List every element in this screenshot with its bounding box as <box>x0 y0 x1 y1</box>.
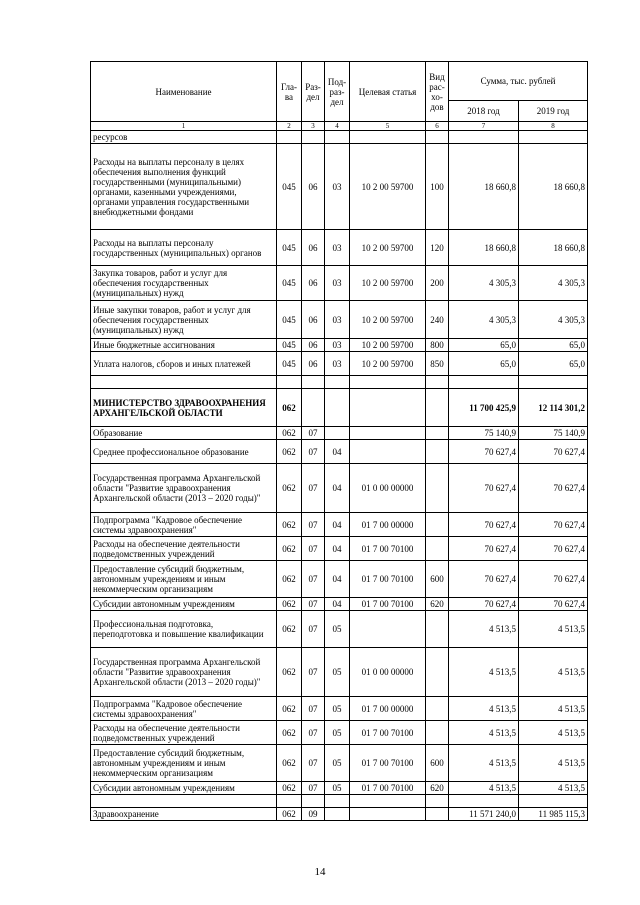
cell-expense-type: 200 <box>426 266 449 301</box>
cell-sum-2019: 4 305,3 <box>519 301 588 339</box>
cell-expense-type: 600 <box>426 561 449 598</box>
cell-chapter <box>277 795 302 808</box>
cell-sum-2019: 4 513,5 <box>519 697 588 721</box>
cell-section: 07 <box>302 697 325 721</box>
cell-chapter: 062 <box>277 513 302 537</box>
cell-name: Расходы на выплаты персоналу государственных (муниципальных) органов <box>91 230 277 266</box>
cell-target-article <box>350 389 426 427</box>
header-sum: Сумма, тыс. рублей <box>449 62 588 101</box>
cell-section: 06 <box>302 144 325 230</box>
cell-sum-2019: 70 627,4 <box>519 598 588 611</box>
cell-expense-type: 120 <box>426 230 449 266</box>
cell-target-article: 10 2 00 59700 <box>350 266 426 301</box>
cell-section: 06 <box>302 352 325 376</box>
cell-section <box>302 389 325 427</box>
cell-chapter: 062 <box>277 648 302 697</box>
table-row <box>91 144 588 230</box>
header-target-article: Целевая статья <box>350 62 426 122</box>
cell-target-article: 10 2 00 59700 <box>350 339 426 352</box>
cell-sum-2019: 70 627,4 <box>519 464 588 513</box>
cell-chapter: 062 <box>277 561 302 598</box>
header-row <box>91 62 588 101</box>
cell-name: Субсидии автономным учреждениям <box>91 782 277 795</box>
cell-sum-2018: 4 513,5 <box>449 745 519 782</box>
cell-target-article: 01 7 00 70100 <box>350 782 426 795</box>
cell-sum-2018: 4 513,5 <box>449 721 519 745</box>
cell-target-article: 01 7 00 00000 <box>350 513 426 537</box>
cell-expense-type <box>426 795 449 808</box>
cell-subsection: 04 <box>325 598 350 611</box>
cell-sum-2018: 4 305,3 <box>449 301 519 339</box>
cell-chapter <box>277 376 302 389</box>
cell-chapter: 062 <box>277 611 302 648</box>
table-row <box>91 537 588 561</box>
cell-chapter: 045 <box>277 230 302 266</box>
header-year-2019: 2019 год <box>519 101 588 122</box>
cell-name: Государственная программа Архангельской области "Развитие здравоохранения Архангельской области (2013 – 2020 годы)" <box>91 648 277 697</box>
cell-chapter: 062 <box>277 697 302 721</box>
cell-subsection <box>325 808 350 821</box>
table-row <box>91 440 588 464</box>
cell-sum-2018: 70 627,4 <box>449 464 519 513</box>
cell-section <box>302 795 325 808</box>
cell-expense-type: 620 <box>426 782 449 795</box>
cell-name <box>91 795 277 808</box>
cell-sum-2019: 4 513,5 <box>519 782 588 795</box>
table-row <box>91 598 588 611</box>
header-chapter: Гла-ва <box>277 62 302 122</box>
cell-expense-type <box>426 611 449 648</box>
table-row <box>91 513 588 537</box>
cell-section: 07 <box>302 513 325 537</box>
cell-sum-2018: 11 700 425,9 <box>449 389 519 427</box>
cell-target-article: 01 7 00 00000 <box>350 697 426 721</box>
table-row <box>91 427 588 440</box>
header-expense-type: Вид рас-хо-дов <box>426 62 449 122</box>
cell-subsection: 05 <box>325 782 350 795</box>
cell-chapter: 062 <box>277 389 302 427</box>
cell-target-article: 10 2 00 59700 <box>350 352 426 376</box>
cell-expense-type <box>426 131 449 144</box>
cell-name: Предоставление субсидий бюджетным, автономным учреждениям и иным некоммерческим организациям <box>91 561 277 598</box>
table-row <box>91 721 588 745</box>
header-subsection: Под-раз-дел <box>325 62 350 122</box>
cell-name: МИНИСТЕРСТВО ЗДРАВООХРАНЕНИЯ АРХАНГЕЛЬСКОЙ ОБЛАСТИ <box>91 389 277 427</box>
budget-table <box>90 61 588 821</box>
cell-name: Предоставление субсидий бюджетным, автономным учреждениям и иным некоммерческим организациям <box>91 745 277 782</box>
cell-name: Государственная программа Архангельской области "Развитие здравоохранения Архангельской области (2013 – 2020 годы)" <box>91 464 277 513</box>
cell-sum-2019: 65,0 <box>519 339 588 352</box>
cell-chapter: 062 <box>277 598 302 611</box>
cell-sum-2018: 70 627,4 <box>449 598 519 611</box>
cell-section: 07 <box>302 561 325 598</box>
table-row <box>91 389 588 427</box>
table-row <box>91 339 588 352</box>
header-section: Раз-дел <box>302 62 325 122</box>
cell-sum-2018 <box>449 376 519 389</box>
cell-sum-2019: 70 627,4 <box>519 561 588 598</box>
cell-name: Профессиональная подготовка, переподготовка и повышение квалификации <box>91 611 277 648</box>
cell-expense-type: 100 <box>426 144 449 230</box>
cell-sum-2019 <box>519 131 588 144</box>
table-row <box>91 230 588 266</box>
table-row <box>91 745 588 782</box>
cell-chapter: 062 <box>277 464 302 513</box>
cell-section: 07 <box>302 721 325 745</box>
cell-sum-2018: 75 140,9 <box>449 427 519 440</box>
cell-sum-2018: 70 627,4 <box>449 537 519 561</box>
cell-expense-type <box>426 427 449 440</box>
cell-subsection: 04 <box>325 464 350 513</box>
cell-subsection: 03 <box>325 266 350 301</box>
cell-sum-2018: 65,0 <box>449 352 519 376</box>
cell-chapter: 062 <box>277 782 302 795</box>
cell-section: 07 <box>302 782 325 795</box>
cell-sum-2018: 70 627,4 <box>449 513 519 537</box>
cell-chapter <box>277 131 302 144</box>
table-body <box>91 131 588 821</box>
cell-name: Здравоохранение <box>91 808 277 821</box>
cell-sum-2018: 18 660,8 <box>449 144 519 230</box>
cell-name: Образование <box>91 427 277 440</box>
cell-subsection: 04 <box>325 513 350 537</box>
cell-target-article: 01 7 00 70100 <box>350 721 426 745</box>
column-number: 7 <box>449 122 519 131</box>
cell-expense-type <box>426 648 449 697</box>
column-number: 6 <box>426 122 449 131</box>
table-row <box>91 795 588 808</box>
column-number: 3 <box>302 122 325 131</box>
table-row <box>91 782 588 795</box>
cell-section <box>302 376 325 389</box>
column-number: 1 <box>91 122 277 131</box>
cell-expense-type <box>426 808 449 821</box>
cell-sum-2018: 11 571 240,0 <box>449 808 519 821</box>
table-row <box>91 697 588 721</box>
cell-section: 06 <box>302 266 325 301</box>
table-row <box>91 561 588 598</box>
cell-target-article: 10 2 00 59700 <box>350 144 426 230</box>
cell-expense-type: 850 <box>426 352 449 376</box>
cell-subsection: 03 <box>325 339 350 352</box>
cell-target-article: 01 0 00 00000 <box>350 648 426 697</box>
cell-section: 07 <box>302 537 325 561</box>
cell-sum-2018: 4 513,5 <box>449 648 519 697</box>
cell-sum-2019: 11 985 115,3 <box>519 808 588 821</box>
cell-sum-2019: 70 627,4 <box>519 513 588 537</box>
cell-sum-2019: 4 513,5 <box>519 648 588 697</box>
cell-chapter: 045 <box>277 266 302 301</box>
cell-subsection: 04 <box>325 537 350 561</box>
cell-sum-2018: 4 513,5 <box>449 782 519 795</box>
cell-subsection <box>325 427 350 440</box>
cell-sum-2018: 4 305,3 <box>449 266 519 301</box>
cell-subsection: 03 <box>325 230 350 266</box>
page-number: 14 <box>314 866 326 878</box>
cell-section: 07 <box>302 464 325 513</box>
cell-target-article: 01 0 00 00000 <box>350 464 426 513</box>
cell-section: 07 <box>302 745 325 782</box>
cell-chapter: 045 <box>277 301 302 339</box>
cell-expense-type <box>426 389 449 427</box>
cell-section: 06 <box>302 301 325 339</box>
cell-target-article: 10 2 00 59700 <box>350 230 426 266</box>
cell-subsection: 03 <box>325 352 350 376</box>
cell-target-article <box>350 131 426 144</box>
column-number: 8 <box>519 122 588 131</box>
cell-subsection: 05 <box>325 721 350 745</box>
cell-sum-2018: 18 660,8 <box>449 230 519 266</box>
cell-sum-2019: 4 513,5 <box>519 611 588 648</box>
cell-sum-2019: 70 627,4 <box>519 537 588 561</box>
cell-target-article <box>350 376 426 389</box>
table-row <box>91 352 588 376</box>
table-row <box>91 808 588 821</box>
cell-subsection: 05 <box>325 697 350 721</box>
cell-subsection: 05 <box>325 648 350 697</box>
cell-subsection: 05 <box>325 611 350 648</box>
cell-expense-type <box>426 376 449 389</box>
cell-sum-2018: 70 627,4 <box>449 561 519 598</box>
cell-expense-type: 600 <box>426 745 449 782</box>
cell-target-article <box>350 808 426 821</box>
cell-target-article: 01 7 00 70100 <box>350 598 426 611</box>
cell-target-article: 01 7 00 70100 <box>350 561 426 598</box>
cell-sum-2019: 4 513,5 <box>519 745 588 782</box>
cell-subsection <box>325 376 350 389</box>
cell-section: 06 <box>302 230 325 266</box>
cell-chapter: 062 <box>277 745 302 782</box>
cell-name <box>91 376 277 389</box>
cell-section <box>302 131 325 144</box>
cell-sum-2019: 18 660,8 <box>519 144 588 230</box>
cell-chapter: 045 <box>277 339 302 352</box>
table-row <box>91 131 588 144</box>
cell-target-article <box>350 440 426 464</box>
cell-subsection: 04 <box>325 561 350 598</box>
cell-expense-type: 240 <box>426 301 449 339</box>
cell-name: Среднее профессиональное образование <box>91 440 277 464</box>
cell-sum-2018 <box>449 131 519 144</box>
cell-target-article <box>350 611 426 648</box>
cell-sum-2019: 4 513,5 <box>519 721 588 745</box>
column-number: 2 <box>277 122 302 131</box>
cell-name: Уплата налогов, сборов и иных платежей <box>91 352 277 376</box>
cell-subsection <box>325 131 350 144</box>
cell-target-article: 01 7 00 70100 <box>350 537 426 561</box>
cell-expense-type <box>426 440 449 464</box>
cell-expense-type <box>426 537 449 561</box>
cell-chapter: 062 <box>277 808 302 821</box>
cell-subsection <box>325 389 350 427</box>
header-year-2018: 2018 год <box>449 101 519 122</box>
cell-target-article: 10 2 00 59700 <box>350 301 426 339</box>
cell-sum-2018 <box>449 795 519 808</box>
cell-sum-2018: 65,0 <box>449 339 519 352</box>
cell-expense-type <box>426 513 449 537</box>
cell-section: 06 <box>302 339 325 352</box>
cell-subsection: 03 <box>325 301 350 339</box>
cell-expense-type: 800 <box>426 339 449 352</box>
cell-expense-type <box>426 697 449 721</box>
table-row <box>91 301 588 339</box>
cell-expense-type <box>426 721 449 745</box>
table-row <box>91 376 588 389</box>
cell-name: Закупка товаров, работ и услуг для обеспечения государственных (муниципальных) нужд <box>91 266 277 301</box>
cell-name: Подпрограмма "Кадровое обеспечение системы здравоохранения" <box>91 513 277 537</box>
cell-sum-2018: 4 513,5 <box>449 697 519 721</box>
cell-sum-2019: 12 114 301,2 <box>519 389 588 427</box>
cell-target-article: 01 7 00 70100 <box>350 745 426 782</box>
cell-subsection: 05 <box>325 745 350 782</box>
table-row <box>91 648 588 697</box>
table-row <box>91 611 588 648</box>
cell-section: 07 <box>302 440 325 464</box>
cell-name: Иные закупки товаров, работ и услуг для обеспечения государственных (муниципальных) нужд <box>91 301 277 339</box>
cell-chapter: 062 <box>277 427 302 440</box>
cell-name: Подпрограмма "Кадровое обеспечение системы здравоохранения" <box>91 697 277 721</box>
cell-sum-2019: 4 305,3 <box>519 266 588 301</box>
cell-chapter: 045 <box>277 352 302 376</box>
cell-sum-2019: 65,0 <box>519 352 588 376</box>
cell-section: 07 <box>302 427 325 440</box>
cell-section: 07 <box>302 648 325 697</box>
cell-subsection: 04 <box>325 440 350 464</box>
table-row <box>91 266 588 301</box>
column-number-row <box>91 122 588 131</box>
cell-subsection: 03 <box>325 144 350 230</box>
cell-section: 07 <box>302 598 325 611</box>
cell-name: Расходы на выплаты персоналу в целях обеспечения выполнения функций государственными (муниципальными) органами, казенными учреждениями, органами управления государственными внебюджетными фондами <box>91 144 277 230</box>
cell-sum-2019 <box>519 376 588 389</box>
table-row <box>91 464 588 513</box>
cell-chapter: 062 <box>277 537 302 561</box>
cell-expense-type <box>426 464 449 513</box>
cell-target-article <box>350 427 426 440</box>
cell-name: Расходы на обеспечение деятельности подведомственных учреждений <box>91 537 277 561</box>
cell-chapter: 045 <box>277 144 302 230</box>
cell-section: 09 <box>302 808 325 821</box>
header-name: Наименование <box>91 62 277 122</box>
cell-name: Субсидии автономным учреждениям <box>91 598 277 611</box>
cell-sum-2018: 4 513,5 <box>449 611 519 648</box>
cell-chapter: 062 <box>277 721 302 745</box>
column-number: 5 <box>350 122 426 131</box>
cell-name: ресурсов <box>91 131 277 144</box>
cell-subsection <box>325 795 350 808</box>
cell-sum-2019: 18 660,8 <box>519 230 588 266</box>
column-number: 4 <box>325 122 350 131</box>
cell-section: 07 <box>302 611 325 648</box>
cell-sum-2019 <box>519 795 588 808</box>
cell-name: Иные бюджетные ассигнования <box>91 339 277 352</box>
cell-target-article <box>350 795 426 808</box>
cell-sum-2018: 70 627,4 <box>449 440 519 464</box>
cell-chapter: 062 <box>277 440 302 464</box>
cell-expense-type: 620 <box>426 598 449 611</box>
cell-name: Расходы на обеспечение деятельности подведомственных учреждений <box>91 721 277 745</box>
cell-sum-2019: 70 627,4 <box>519 440 588 464</box>
cell-sum-2019: 75 140,9 <box>519 427 588 440</box>
